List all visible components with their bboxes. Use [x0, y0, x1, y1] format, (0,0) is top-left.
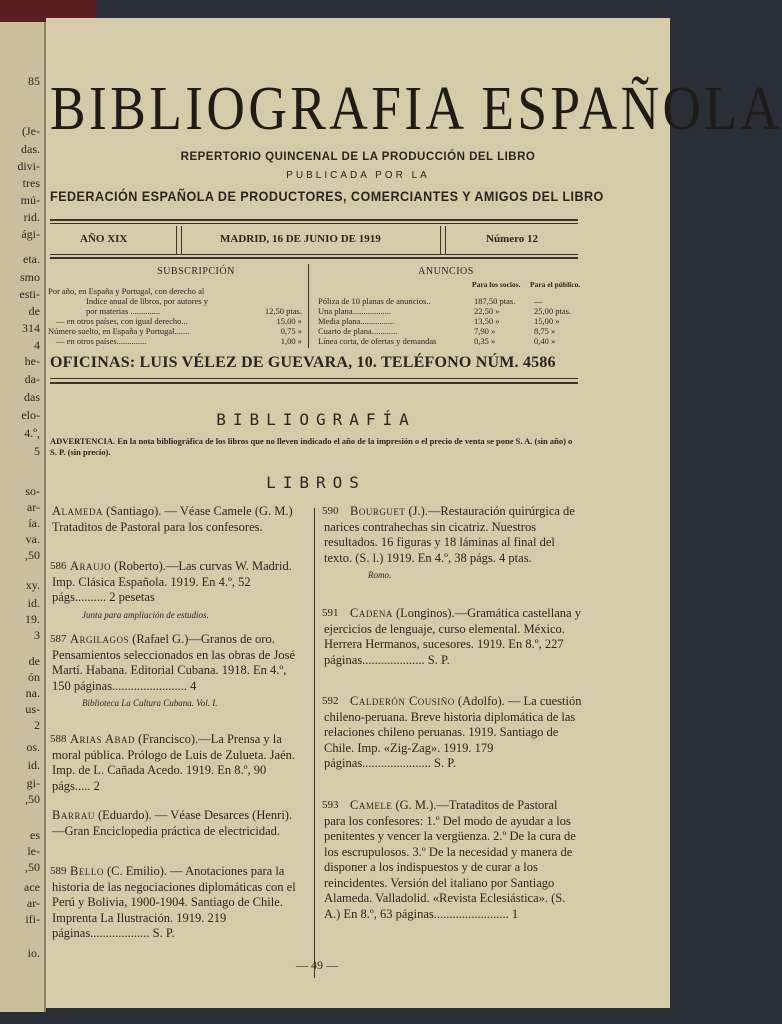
entry-note: Biblioteca La Cultura Cubana. Vol. I. [82, 698, 218, 708]
previous-page-fragment: 5 [34, 444, 40, 458]
entry-text: (Longinos).—Gramática castellana y ejercicios de lenguaje, curso elemental. México. Herrera Hermanos, sucesores. 1919. En 8.º, 227 páginas.................... S. P. [324, 606, 581, 667]
subsection-title: LIBROS [266, 473, 366, 492]
previous-page-fragment: ón [28, 670, 40, 684]
bibliography-entry: 586 Araujo (Roberto).—Las curvas W. Madrid. Imp. Clásica Española. 1919. En 4.º, 52 págs.......... 2 pesetas Junta para ampliación de estudios. [52, 559, 304, 623]
previous-page-fragment: elo- [21, 408, 40, 422]
previous-page-fragment: os. [26, 740, 40, 754]
previous-page-fragment: id. [27, 596, 40, 610]
subscription-line: — en otros países, con igual derecho... 15,00 » [56, 316, 302, 326]
previous-page-fragment: ,50 [25, 548, 40, 562]
previous-page-fragment: 19. [25, 612, 40, 626]
previous-page-fragment: 85 [28, 74, 40, 88]
entry-text: (Rafael G.)—Granos de oro. Pensamientos seleccionados en las obras de José Martí. Habana. Editorial Cubana. 1918. En 4.º, 150 páginas........................ 4 [52, 632, 295, 693]
entry-author: Arias Abad [70, 732, 135, 746]
entry-author: Argilagos [70, 632, 130, 646]
entry-author: Bello [70, 864, 104, 878]
masthead-publisher-intro: PUBLICADA POR LA [286, 170, 430, 181]
subscription-line: por materias .............. 12,50 ptas. [86, 306, 302, 316]
issue-number: Número 12 [486, 233, 539, 245]
bibliography-entry: 587 Argilagos (Rafael G.)—Granos de oro. Pensamientos seleccionados en las obras de José Martí. Habana. Editorial Cubana. 1918. En 4.º, 150 páginas........................ 4 Biblioteca La Cultura Cubana. Vol. I. [52, 632, 304, 712]
subscription-line: Por año, en España y Portugal, con derecho al [48, 286, 205, 296]
entry-author: Araujo [70, 559, 112, 573]
subscription-title: SUBSCRIPCIÓN [157, 266, 235, 277]
previous-page-fragment: das [24, 390, 40, 404]
entry-note: Junta para ampliación de estudios. [82, 609, 209, 620]
previous-page-fragment: na. [25, 686, 40, 700]
previous-page-fragment: ,50 [25, 860, 40, 874]
ads-line: Una plana.................. 22,50 » 25,00 ptas. [318, 306, 572, 316]
previous-page-fragment: tres [22, 176, 40, 190]
ads-line: Línea corta, de ofertas y demandas 0,35 » 0,40 » [318, 336, 556, 346]
ads-line: Póliza de 10 planas de anuncios.. 187,50 ptas. — [318, 296, 543, 306]
previous-page-fragment: da- [24, 372, 40, 386]
bibliography-entry: 590 Bourguet (J.).—Restauración quirúrgica de narices contrahechas sin cicatriz. Nuestros resultados. 16 figuras y 18 láminas al final del texto. (S. l.) 1919. En 4.º, 38 págs. 4 ptas. Romo. [324, 504, 582, 584]
issue-separator [440, 226, 446, 254]
previous-page-fragment: ace [24, 880, 40, 894]
previous-page-fragment: so- [25, 484, 40, 498]
entry-text: (Santiago). — Véase Camele (G. M.) Trataditos de Pastoral para los confesores. [52, 504, 293, 534]
subscription-line: — en otros países.............. 1,00 » [56, 336, 302, 346]
previous-page-fragment: ifi- [25, 912, 40, 926]
previous-page-fragment: es [30, 828, 40, 842]
ads-col-public: Para el público. [530, 280, 581, 289]
previous-page-fragment: va. [25, 532, 40, 546]
info-rule-bottom [50, 257, 578, 259]
previous-page-fragment: eta. [23, 252, 40, 266]
ads-title: ANUNCIOS [418, 266, 474, 277]
previous-page-fragment: das. [21, 142, 40, 156]
previous-page-fragment: 314 [22, 321, 40, 335]
ads-col-members: Para los socios. [472, 280, 521, 289]
previous-page-fragment: ági- [21, 227, 40, 241]
page-number: — 49 — [296, 958, 338, 972]
bibliography-entry [52, 504, 304, 535]
bibliography-entry: 588 Arias Abad (Francisco).—La Prensa y la moral pública. Prólogo de Luis de Zulueta. Jaén. Imp. de L. Cañada Acedo. 1919. En 8.º, 90 págs..... 2 [50, 732, 295, 793]
issue-separator [176, 226, 182, 254]
previous-page-fragment: smo [19, 270, 40, 284]
masthead-subtitle: REPERTORIO QUINCENAL DE LA PRODUCCIÓN DEL LIBRO [180, 151, 536, 163]
entry-text: (Eduardo). — Véase Desarces (Henri).—Gran Enciclopedia práctica de electricidad. [52, 808, 293, 838]
entry-author: Calderón Cousiño [350, 694, 455, 708]
offices-rule [50, 382, 578, 384]
entry-author: Alameda [52, 504, 104, 518]
entry-author: Cadena [350, 606, 393, 620]
ads-line: Media plana................ 13,50 » 15,00 » [318, 316, 560, 326]
previous-page-fragment: gi- [26, 776, 40, 790]
subscription-line: Número suelto, en España y Portugal....... 0,75 » [48, 326, 302, 336]
previous-page-fragment: ar- [26, 896, 40, 910]
bibliography-entry: 591 Cadena (Longinos).—Gramática castellana y ejercicios de lenguaje, curso elemental. México. Herrera Hermanos, sucesores. 1919. En 8.º, 227 páginas.................... S. P. [322, 606, 581, 667]
ads-line: Cuarto de plana............ 7,90 » 8,75 » [318, 326, 556, 336]
masthead-publisher: FEDERACIÓN ESPAÑOLA DE PRODUCTORES, COMERCIANTES Y AMIGOS DEL LIBRO [50, 188, 604, 204]
previous-page-fragment: de [28, 654, 40, 668]
previous-page-fragment: (Je- [22, 124, 40, 138]
entry-author: Bourguet [350, 504, 406, 518]
entry-text: (Adolfo). — La cuestión chileno-peruana. Breve historia diplomática de las relaciones chileno peruanas. 1919. Santiago de Chile. Imp. «Zig-Zag». 1919. 179 páginas...................... S. P. [324, 694, 582, 770]
entry-note: Romo. [368, 570, 392, 580]
column-divider [314, 508, 315, 978]
previous-page-fragment: 4.º, [24, 426, 40, 440]
previous-page-fragment: id. [27, 758, 40, 772]
entry-text: (Francisco).—La Prensa y la moral pública. Prólogo de Luis de Zulueta. Jaén. Imp. de L. Cañada Acedo. 1919. En 8.º, 90 págs..... 2 [52, 732, 295, 793]
previous-page-fragment: us- [25, 702, 40, 716]
issue-date: MADRID, 16 DE JUNIO DE 1919 [220, 233, 381, 245]
document-page [46, 18, 782, 1008]
previous-page-fragment: rid. [23, 210, 40, 224]
previous-page-fragment: divi- [17, 159, 40, 173]
previous-page-fragment: de [28, 304, 40, 318]
previous-page-fragment: esti- [19, 287, 40, 301]
entry-author: Camele [350, 798, 393, 812]
issue-year: AÑO XIX [80, 233, 128, 245]
offices-rule-thin [50, 378, 578, 379]
notice-text: ADVERTENCIA. En la nota bibliográfica de los libros que no lleven indicado el año de la impresión o el precio de venta se pone S. A. (sin año) o S. P. (sin precio). [50, 436, 573, 457]
previous-page-fragment: mú- [20, 193, 40, 207]
previous-page-edge [0, 22, 46, 1012]
bibliography-entry [52, 808, 304, 839]
issue-info-bar [50, 226, 578, 254]
entry-text: (G. M.).—Trataditos de Pastoral para los confesores: 1.º Del modo de ayudar a los penitentes y vencer la vergüenza. 2.º De la cura de los escrupulosos. 3.º De la necesidad y manera de disponer a los indispuestos y de curar a los reincidentes. Versión del italiano por Santiago Alameda. Valladolid. «Revista Eclesiástica». (S. A.) En 8.º, 63 páginas........................ 1 [324, 798, 576, 921]
previous-page-fragment: ar- [26, 500, 40, 514]
masthead-title: BIBLIOGRAFIA ESPAÑOLA [50, 75, 782, 143]
previous-page-fragment: ía. [28, 516, 40, 530]
header-rule-top-thin [50, 223, 578, 224]
bibliography-entry: 592 Calderón Cousiño (Adolfo). — La cuestión chileno-peruana. Breve historia diplomática de las relaciones chileno peruanas. 1919. Santiago de Chile. Imp. «Zig-Zag». 1919. 179 páginas...................... S. P. [322, 694, 582, 770]
entry-text: (Roberto).—Las curvas W. Madrid. Imp. Clásica Española. 1919. En 4.º, 52 págs.......... 2 pesetas [52, 559, 292, 604]
previous-page-fragment: 2 [34, 718, 40, 732]
subscription-ads-divider [308, 264, 309, 348]
entry-text: (J.).—Restauración quirúrgica de narices contrahechas sin cicatriz. Nuestros resultados. 16 figuras y 18 láminas al final del texto. (S. l.) 1919. En 4.º, 38 págs. 4 ptas. [324, 504, 575, 565]
subscription-line: Indice anual de libros, por autores y [86, 296, 209, 306]
section-title: BIBLIOGRAFÍA [216, 410, 416, 429]
header-rule-top [50, 219, 578, 221]
entry-text: (C. Emilio). — Anotaciones para la historia de las negociaciones diplomáticas con el Perú y Bolivia, 1900-1904. Santiago de Chile. Imprenta La Ilustración. 1919. 219 páginas................... S. P. [52, 864, 296, 940]
previous-page-fragment: xy. [25, 578, 40, 592]
previous-page-fragment: 4 [34, 338, 40, 352]
entry-author: Barrau [52, 808, 95, 822]
previous-page-fragment: 3 [34, 628, 40, 642]
bibliography-entry: 593 Camele (G. M.).—Trataditos de Pastoral para los confesores: 1.º Del modo de ayudar a los penitentes y vencer la vergüenza. 2.º De la cura de los escrupulosos. 3.º De la necesidad y manera de disponer a los indispuestos y de curar a los reincidentes. Versión del italiano por Santiago Alameda. Valladolid. «Revista Eclesiástica». (S. A.) En 8.º, 63 páginas........................ 1 [322, 798, 576, 921]
previous-page-fragment: ,50 [25, 792, 40, 806]
info-rule-bottom-thin [50, 254, 578, 255]
bibliography-entry: 589 Bello (C. Emilio). — Anotaciones para la historia de las negociaciones diplomáticas con el Perú y Bolivia, 1900-1904. Santiago de Chile. Imprenta La Ilustración. 1919. 219 páginas................... S. P. [50, 864, 296, 940]
offices-address: OFICINAS: LUIS VÉLEZ DE GUEVARA, 10. TELÉFONO NÚM. 4586 [50, 354, 556, 371]
previous-page-fragment: he- [24, 354, 40, 368]
previous-page-fragment: le- [27, 844, 40, 858]
previous-page-fragment: io. [27, 946, 40, 960]
